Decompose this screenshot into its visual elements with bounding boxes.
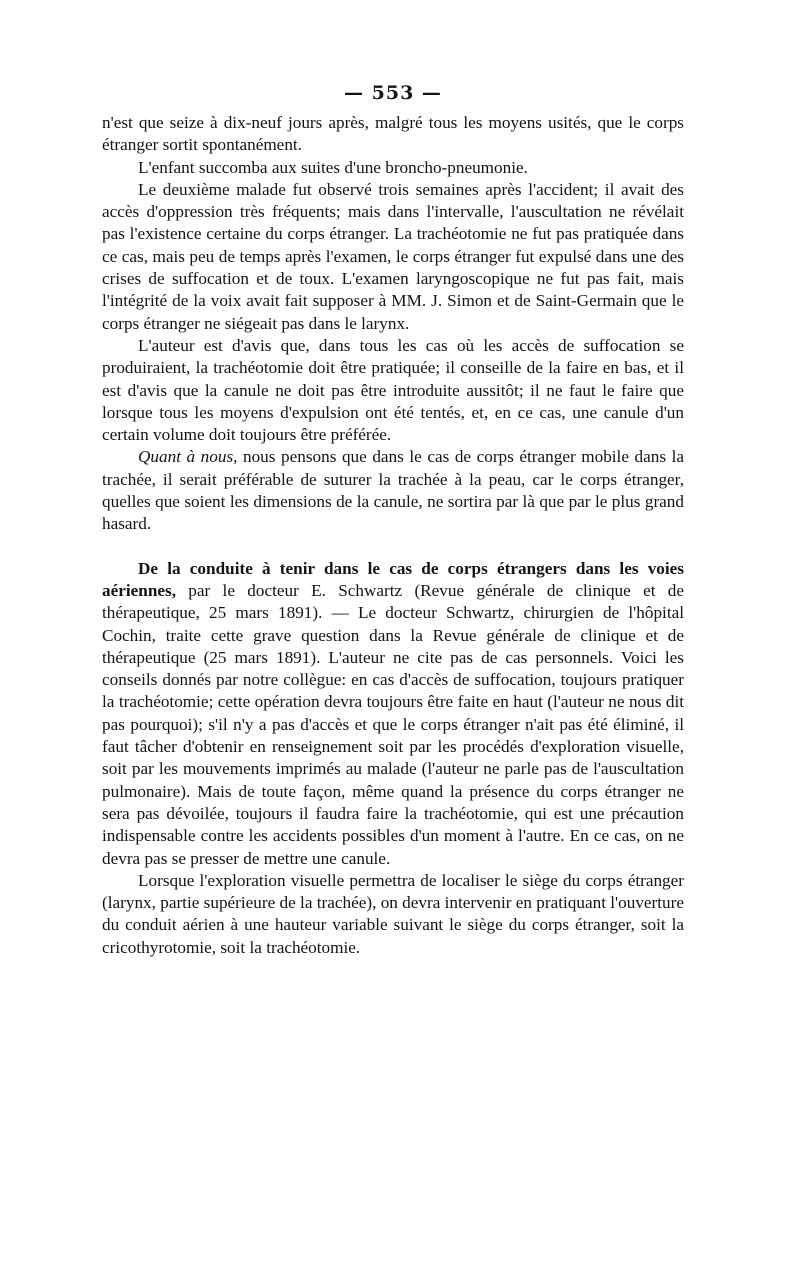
article-heading: De la conduite à tenir dans le cas de corps étrangers dans les voies aériennes, — [102, 558, 684, 600]
page-number: — 553 — — [344, 82, 442, 104]
paragraph-5 — [102, 446, 684, 535]
paragraph-7: Lorsque l'exploration visuelle permettra de localiser le siège du corps étranger (larynx, partie supérieure de la trachée), on devra intervenir en pratiquant l'ouverture du conduit aérien à une hauteur variable suivant le siège du corps étranger, soit la cricothyrotomie, soit la trachéotomie. — [102, 870, 684, 957]
paragraph-4: L'auteur est d'avis que, dans tous les cas où les accès de suffocation se produiraient, la trachéotomie doit être pratiquée; il conseille de la faire en bas, et il est d'avis que la canule ne doit pas être introduite aussitôt; il ne faut le faire que lorsque tous les moyens d'expulsion ont été tentés, et, en ce cas, une canule d'un certain volume doit toujours être préférée. — [102, 335, 684, 445]
paragraph-2: L'enfant succomba aux suites d'une broncho-pneumonie. — [138, 157, 528, 177]
section-gap — [102, 536, 684, 558]
body-text — [102, 112, 684, 959]
paragraph-3: Le deuxième malade fut observé trois semaines après l'accident; il avait des accès d'oppression très fréquents; mais dans l'intervalle, l'auscultation ne révélait pas l'existence certaine du corps étranger. La trachéotomie ne fut pas pratiquée dans ce cas, mais peu de temps après l'examen, le corps étranger fut expulsé dans une des crises de suffocation et de toux. L'examen laryngoscopique ne fut pas fait, mais l'intégrité de la voix avait fait supposer à MM. J. Simon et de Saint-Germain que le corps étranger ne siégeait pas dans le larynx. — [102, 179, 684, 333]
document-page — [102, 82, 684, 959]
paragraph-5-body: nous pensons que dans le cas de corps étranger mobile dans la trachée, il serait préférable de suturer la trachée à la peau, car le corps étranger, quelles que soient les dimensions de la canule, ne sortira par là que par le plus grand hasard. — [102, 447, 684, 534]
paragraph-6-body: par le docteur E. Schwartz (Revue générale de clinique et de thérapeutique, 25 mars 1891). — Le docteur Schwartz, chirurgien de l'hôpital Cochin, traite cette grave question dans la Revue générale de clinique et de thérapeutique (25 mars 1891). L'auteur ne cite pas de cas personnels. Voici les conseils donnés par notre collègue: en cas d'accès de suffocation, toujours pratiquer la trachéotomie; cette opération devra toujours être faite en haut (l'auteur ne nous dit pas pourquoi); s'il n'y a pas d'accès et que le corps étranger n'ait pas été éliminé, il faut tâcher d'obtenir en renseignement soit par les procédés d'exploration visuelle, soit par les mouvements imprimés au malade (l'auteur ne parle pas de l'auscultation pulmonaire). Mais de toute façon, même quand la présence du corps étranger ne sera pas dévoilée, toujours il faudra faire la trachéotomie, qui est une précaution indispensable contre les accidents possibles d'un moment à l'autre. En ce cas, on ne devra pas se presser de mettre une canule. — [102, 580, 684, 868]
paragraph-5-lead: Quant à nous, — [138, 447, 238, 467]
paragraph-1: n'est que seize à dix-neuf jours après, malgré tous les moyens usités, que le corps étranger sortit spontanément. — [102, 113, 684, 155]
paragraph-6 — [102, 558, 684, 870]
